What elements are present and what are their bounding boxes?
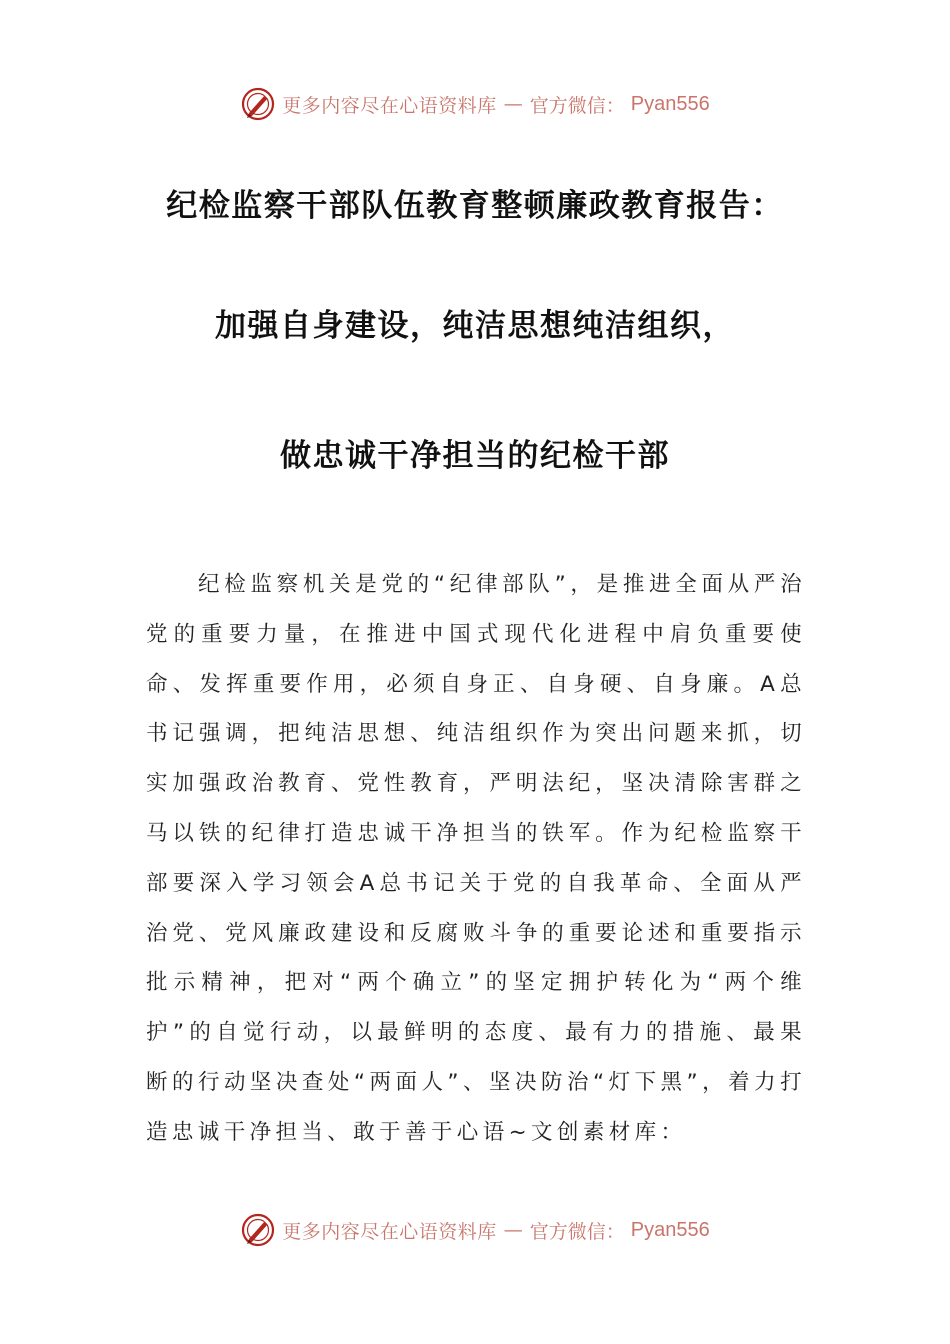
title-line-1: 纪检监察干部队伍教育整顿廉政教育报告：	[166, 188, 784, 224]
banner-site-text: 更多内容尽在心语资料库	[282, 94, 497, 117]
banner-account-label: 官方微信：	[529, 1220, 625, 1243]
title-line-2: 加强自身建设，纯洁思想纯洁组织，	[215, 308, 735, 344]
footer-watermark-banner	[0, 1210, 950, 1250]
banner-account-id: Pyan556	[630, 92, 710, 115]
pen-logo-icon	[240, 1212, 276, 1248]
body-paragraph: 纪检监察机关是党的“纪律部队”，是推进全面从严治党的重要力量，在推进中国式现代化进程中肩负重要使命、发挥重要作用，必须自身正、自身硬、自身廉。A总书记强调，把纯洁思想、纯洁组织作为突出问题来抓，切实加强政治教育、党性教育，严明法纪，坚决清除害群之马以铁的纪律打造忠诚干净担当的铁军。作为纪检监察干部要深入学习领会A总书记关于党的自我革命、全面从严治党、党风廉政建设和反腐败斗争的重要论述和重要指示批示精神，把对“两个确立”的坚定拥护转化为“两个维护”的自觉行动，以最鲜明的态度、最有力的措施、最果断的行动坚决查处“两面人”、坚决防治“灯下黑”，着力打造忠诚干净担当、敢于善于心语~文创素材库：	[146, 572, 806, 1145]
banner-site-text: 更多内容尽在心语资料库	[282, 1220, 497, 1243]
header-watermark-banner	[0, 84, 950, 124]
banner-account-label: 官方微信：	[529, 94, 625, 117]
banner-dash: —	[503, 1219, 523, 1241]
banner-account-id: Pyan556	[630, 1218, 710, 1241]
title-line-3: 做忠诚干净担当的纪检干部	[280, 438, 670, 474]
banner-dash: —	[503, 93, 523, 115]
pen-logo-icon	[240, 86, 276, 122]
